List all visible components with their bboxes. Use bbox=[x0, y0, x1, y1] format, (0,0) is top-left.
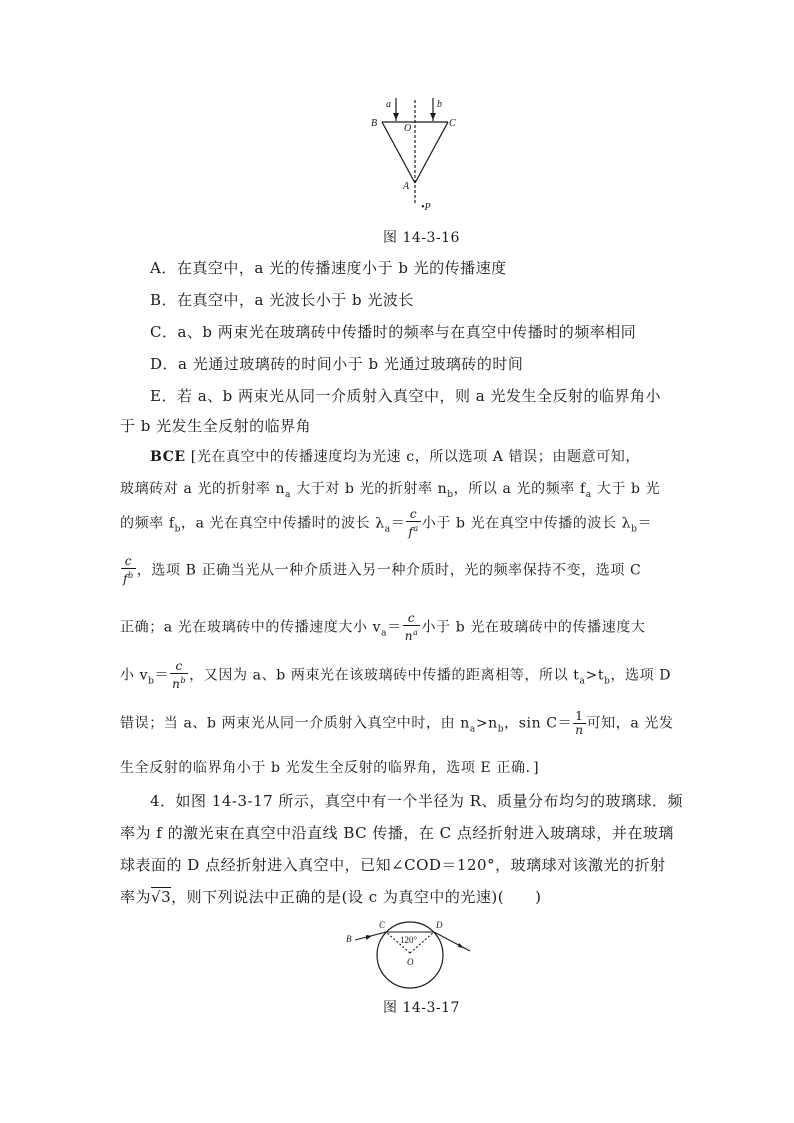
label-C: C bbox=[449, 118, 456, 129]
answer-line-7: 错误；当 a、b 两束光从同一介质射入真空中时，由 $n_a>n_b$，sin C＝ $\frac{1}{n}$ 可知，a 光发 bbox=[120, 709, 674, 737]
ray-b-arrow bbox=[430, 113, 436, 120]
question4-line-3: 球表面的 D 点经折射进入真空中，已知∠COD＝120°，玻璃球对该激光的折射 bbox=[120, 856, 666, 874]
label-B2: B bbox=[346, 934, 352, 944]
option-e-line1: E．若 a、b 两束光从同一介质射入真空中，则 a 光发生全反射的临界角小 bbox=[150, 387, 662, 405]
label-O: O bbox=[404, 123, 412, 134]
option-a: A．在真空中，a 光的传播速度小于 b 光的传播速度 bbox=[150, 259, 507, 277]
label-a: a bbox=[386, 99, 391, 110]
answer-line-3: 的频率 $f_b$，a 光在真空中传播时的波长 $\lambda_a=$ $\frac{c}{f^a}$ 小于 b 光在真空中传播的波长 $\lambda_b=$ bbox=[120, 507, 653, 539]
fraction-1-over-n: $\frac{1}{n}$ bbox=[575, 709, 584, 737]
label-b: b bbox=[437, 99, 442, 110]
option-b: B．在真空中，a 光波长小于 b 光波长 bbox=[150, 291, 414, 309]
answer-key: BCE bbox=[150, 449, 186, 465]
label-angle: 120° bbox=[400, 935, 418, 945]
answer-line-1: BCE [光在真空中的传播速度均为光速 c，所以选项 A 错误；由题意可知， bbox=[150, 449, 640, 465]
option-e-line2: 于 b 光发生全反射的临界角 bbox=[120, 417, 312, 435]
question4-line-4: 率为√3，则下列说法中正确的是(设 c 为真空中的光速)( ) bbox=[120, 888, 542, 906]
figure-prism bbox=[360, 95, 470, 220]
fraction-c-over-fb: $\frac{c}{f^b}$ bbox=[123, 554, 134, 586]
option-d: D．a 光通过玻璃砖的时间小于 b 光通过玻璃砖的时间 bbox=[150, 355, 524, 373]
answer-line-8: 生全反射的临界角小于 b 光发生全反射的临界角，选项 E 正确．] bbox=[120, 760, 540, 776]
label-P: •P bbox=[421, 202, 431, 213]
label-B: B bbox=[371, 118, 378, 129]
exit-arrow bbox=[458, 943, 464, 948]
ray-a-arrow bbox=[393, 113, 399, 120]
answer-line-2: 玻璃砖对 a 光的折射率 $n_a$ 大于对 b 光的折射率 $n_b$，所以 a 光的频率 $f_a$ 大于 b 光 bbox=[120, 481, 661, 500]
fraction-c-over-fa: $\frac{c}{f^a}$ bbox=[408, 507, 419, 539]
figure-sphere bbox=[340, 915, 480, 995]
option-c: C．a、b 两束光在玻璃砖中传播时的频率与在真空中传播时的频率相同 bbox=[150, 323, 637, 341]
sqrt-three: √3 bbox=[151, 888, 172, 906]
answer-line-6: 小 $v_b=$ $\frac{c}{n^b}$ ，又因为 a、b 两束光在该玻璃砖中传播的距离相等，所以 $t_a>t_b$，选项 D bbox=[120, 659, 672, 691]
figure1-caption: 图 14-3-16 bbox=[383, 230, 460, 246]
label-D2: D bbox=[436, 920, 443, 930]
ray-exit bbox=[434, 932, 470, 951]
question4-line-1: 4．如图 14-3-17 所示，真空中有一个半径为 R、质量分布均匀的玻璃球．频 bbox=[150, 792, 683, 810]
question4-line-2: 率为 f 的激光束在真空中沿直线 BC 传播，在 C 点经折射进入玻璃球，并在玻璃 bbox=[120, 824, 674, 842]
answer-line-5: 正确；a 光在玻璃砖中的传播速度大小 $v_a=$ $\frac{c}{n^a}$ 小于 b 光在玻璃砖中的传播速度大 bbox=[120, 611, 646, 643]
label-O2: O bbox=[407, 957, 414, 967]
figure2-caption: 图 14-3-17 bbox=[383, 1000, 460, 1016]
fraction-c-over-nb: $\frac{c}{n^b}$ bbox=[172, 659, 187, 691]
fraction-c-over-na: $\frac{c}{n^a}$ bbox=[404, 611, 419, 643]
answer-line-4: $\frac{c}{f^b}$ ，选项 B 正确当光从一种介质进入另一种介质时，光的频率保持不变，选项 C bbox=[123, 554, 642, 586]
label-A: A bbox=[403, 181, 410, 192]
prism-right-edge bbox=[415, 122, 448, 183]
label-C2: C bbox=[379, 920, 386, 930]
